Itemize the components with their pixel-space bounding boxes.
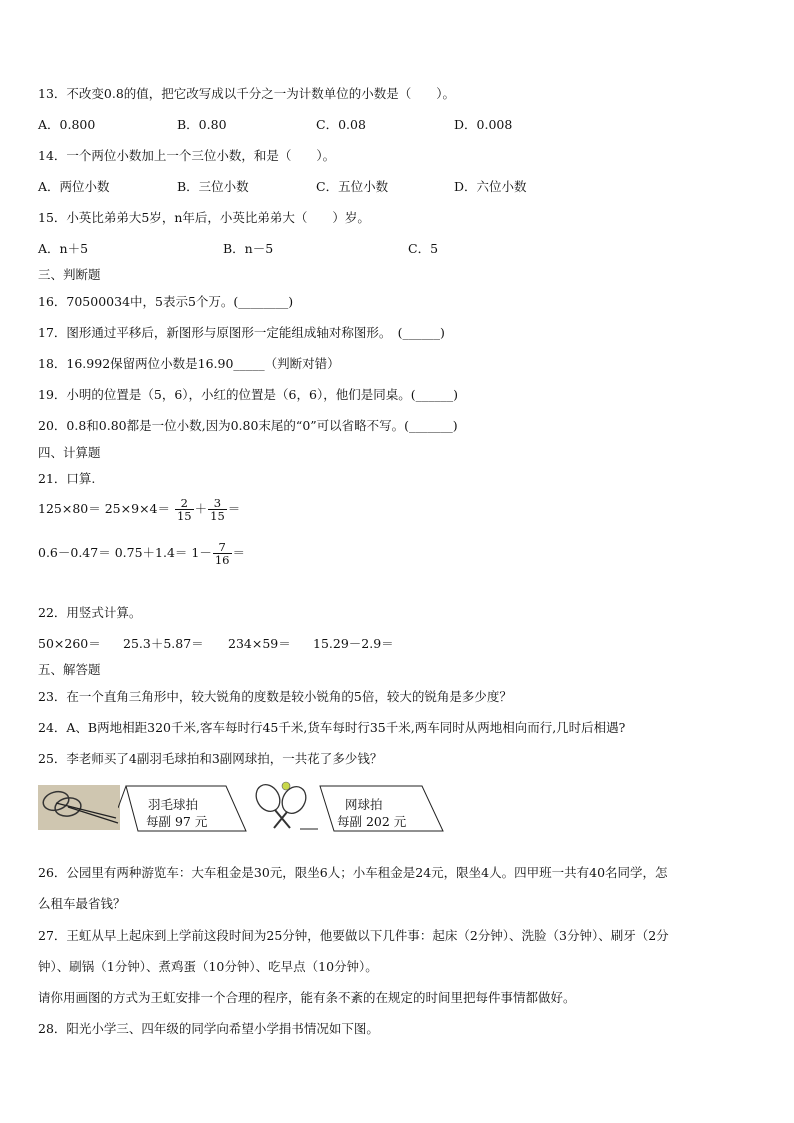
- question-22-stem: 22．用竖式计算。: [38, 605, 142, 620]
- section-4-heading: 四、计算题: [38, 445, 101, 460]
- q22-item-2: 25.3＋5.87＝: [123, 636, 204, 651]
- q14-option-d: D．六位小数: [454, 179, 527, 194]
- question-20: 20．0.8和0.80都是一位小数,因为0.80末尾的“0”可以省略不写。(_______): [38, 418, 458, 433]
- question-19: 19．小明的位置是（5，6），小红的位置是（6，6），他们是同桌。(______): [38, 387, 458, 402]
- question-27-line-3: 请你用画图的方式为王虹安排一个合理的程序，能有条不紊的在规定的时间里把每件事情都做好。: [38, 990, 576, 1005]
- q21-row-1: 125×80＝ 25×9×4＝ $\frac{2}{15}$ ＋ $\frac{3}{15}$ ＝: [38, 496, 241, 524]
- question-26-line-2: 么租车最省钱？: [38, 896, 126, 911]
- q15-option-b: B．n－5: [223, 241, 274, 256]
- q21-expr-3: 0.6－0.47＝: [38, 545, 111, 561]
- question-24: 24．A、B两地相距320千米,客车每时行45千米,货车每时行35千米,两车同时从两地相向而行,几时后相遇?: [38, 720, 626, 735]
- question-18: 18．16.992保留两位小数是16.90_____（判断对错）: [38, 356, 340, 371]
- question-16: 16．70500034中，5表示5个万。(________): [38, 294, 294, 309]
- q15-option-a: A．n＋5: [38, 241, 89, 256]
- q22-item-1: 50×260＝: [38, 636, 101, 651]
- question-28: 28．阳光小学三、四年级的同学向希望小学捐书情况如下图。: [38, 1021, 379, 1036]
- badminton-rackets-photo: [38, 785, 120, 830]
- q21-expr-4: 0.75＋1.4＝: [114, 545, 188, 561]
- q14-option-c: C．五位小数: [316, 179, 389, 194]
- q22-item-4: 15.29－2.9＝: [313, 636, 394, 651]
- question-21-stem: 21．口算.: [38, 471, 96, 486]
- q21-row-2: 0.6－0.47＝ 0.75＋1.4＝ 1－ $\frac{7}{16}$ ＝: [38, 540, 246, 568]
- question-14-stem: 14．一个两位小数加上一个三位小数，和是（ ）。: [38, 148, 336, 163]
- question-27-line-2: 钟）、刷锅（1分钟）、煮鸡蛋（10分钟）、吃早点（10分钟）。: [38, 959, 378, 974]
- q13-option-c: C．0.08: [316, 117, 366, 132]
- fraction-7-16: $\frac{7}{16}$: [214, 540, 230, 568]
- tennis-price: 每副 202 元: [337, 814, 407, 829]
- question-23: 23．在一个直角三角形中，较大锐角的度数是较小锐角的5倍，较大的锐角是多少度？: [38, 689, 512, 704]
- q14-option-b: B．三位小数: [177, 179, 249, 194]
- question-26-line-1: 26．公园里有两种游览车：大车租金是30元，限坐6人；小车租金是24元，限坐4人。四甲班一共有40名同学，怎: [38, 865, 668, 880]
- section-3-heading: 三、判断题: [38, 267, 101, 282]
- question-13-stem: 13．不改变0.8的值，把它改写成以千分之一为计数单位的小数是（ ）。: [38, 86, 456, 101]
- q21-expr-5: 1－: [191, 545, 212, 561]
- q13-option-a: A．0.800: [38, 117, 96, 132]
- fraction-2-15: $\frac{2}{15}$: [176, 496, 192, 524]
- fraction-3-15: $\frac{3}{15}$: [210, 496, 225, 524]
- q15-option-c: C．5: [408, 241, 439, 256]
- question-15-stem: 15．小英比弟弟大5岁，n年后，小英比弟弟大（ ）岁。: [38, 210, 370, 225]
- question-25-stem: 25．李老师买了4副羽毛球拍和3副网球拍，一共花了多少钱？: [38, 751, 383, 766]
- q22-item-3: 234×59＝: [228, 636, 291, 651]
- badminton-label: 羽毛球拍: [148, 797, 199, 812]
- q21-expr-2: 25×9×4＝: [104, 501, 170, 517]
- question-17: 17．图形通过平移后，新图形与原图形一定能组成轴对称图形。 (______): [38, 325, 445, 340]
- question-27-line-1: 27．王虹从早上起床到上学前这段时间为25分钟，他要做以下几件事：起床（2分钟）、洗脸（3分钟）、刷牙（2分: [38, 928, 669, 943]
- section-5-heading: 五、解答题: [38, 662, 101, 677]
- q14-option-a: A．两位小数: [38, 179, 110, 194]
- q21-expr-1: 125×80＝: [38, 501, 101, 517]
- badminton-price: 每副 97 元: [146, 814, 208, 829]
- q13-option-b: B．0.80: [177, 117, 227, 132]
- q13-option-d: D．0.008: [454, 117, 513, 132]
- tennis-label: 网球拍: [345, 797, 383, 812]
